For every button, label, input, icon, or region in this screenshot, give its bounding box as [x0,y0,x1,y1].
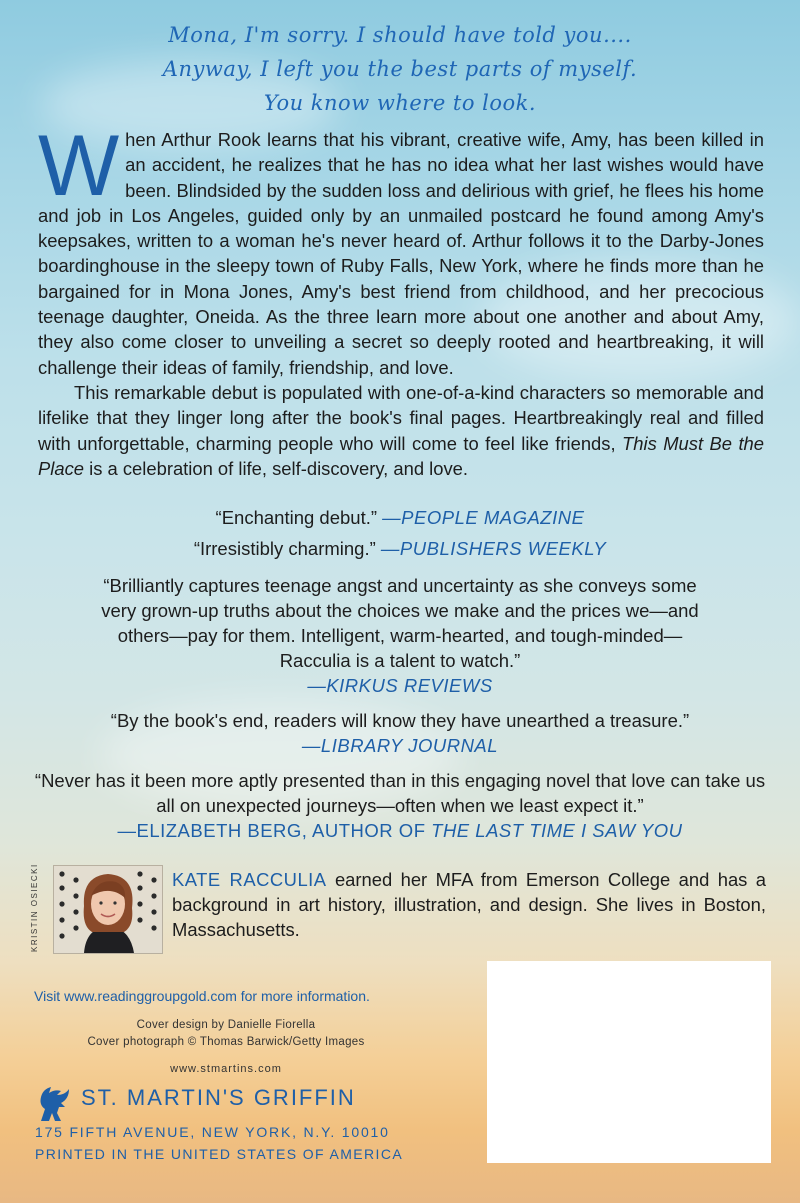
review-quote: “Irresistibly charming.” —PUBLISHERS WEEKLY [193,538,607,559]
author-photo [53,865,163,954]
note-line: You know where to look. [263,91,537,115]
photo-credit: KRISTIN OSIECKI [30,863,39,953]
review-quote: “By the book's end, readers will know they have unearthed a treasure.” —LIBRARY JOURNAL [110,710,690,756]
synopsis-paragraph-2: This remarkable debut is populated with one-of-a-kind characters so memorable and lifelike that they linger long after the book's final pages. Heartbreakingly real and filled with unforgettable, charming people who will come to feel like friends, This Must Be the Place is a celebration of life, self-discovery, and love. [38,381,765,479]
drop-cap: W [38,118,120,214]
synopsis-paragraph-1: hen Arthur Rook learns that his vibrant, creative wife, Amy, has been killed in an accident, he realizes that he has no idea what her last wishes would have been. Blindsided by the sudden loss and delirious with grief, he flees his home and job in Los Angeles, guided only by an unmailed postcard he found among Amy's keepsakes, written to a woman he's never heard of. Arthur follows it to the Darby-Jones boardinghouse in the sleepy town of Ruby Falls, New York, where he finds more than he bargained for in Mona Jones, Amy's best friend from childhood, and her precocious teenage daughter, Oneida. As the three learn more about one another and about Amy, they also come closer to unveiling a secret so deeply rooted and heartbreaking, it will challenge their ideas of family, friendship, and love. [38,129,764,378]
synopsis [38,118,765,481]
review-quote: “Brilliantly captures teenage angst and uncertainty as she conveys some very grown-up truths about the choices we make and the prices we—and others—pay for them. Intelligent, warm-hearted, and tough-minded—Racculia is a talent to watch.” —KIRKUS REVIEWS [101,575,699,696]
barcode-area [487,961,771,1163]
printed-in: PRINTED IN THE UNITED STATES OF AMERICA [35,1146,404,1162]
publisher-name: ST. MARTIN'S GRIFFIN [81,1085,356,1110]
publisher-address: 175 FIFTH AVENUE, NEW YORK, N.Y. 10010 [35,1124,390,1140]
publisher-website[interactable]: www.stmartins.com [170,1063,282,1075]
book-title: This Must Be the Place [38,432,765,479]
handwritten-note [0,18,800,120]
cover-credits: Cover design by Danielle Fiorella Cover photograph © Thomas Barwick/Getty Images [87,1019,365,1048]
review-quotes [0,505,800,843]
review-quote: “Enchanting debut.” —PEOPLE MAGAZINE [215,507,585,528]
review-quote: “Never has it been more aptly presented than in this engaging novel that love can take us all on unexpected journeys—often when we least expect it.” —ELIZABETH BERG, AUTHOR OF THE LAST TIME I SAW YOU [34,770,766,841]
visit-link[interactable]: Visit www.readinggroupgold.com for more information. [34,988,370,1004]
note-line: Mona, I'm sorry. I should have told you.... [168,23,632,47]
note-line: Anyway, I left you the best parts of myself. [162,57,638,81]
author-name: KATE RACCULIA [172,869,327,890]
griffin-logo-icon [35,1083,73,1123]
author-bio: KATE RACCULIA earned her MFA from Emerson College and has a background in art history, illustration, and design. She lives in Boston, Massachusetts. [172,869,766,940]
